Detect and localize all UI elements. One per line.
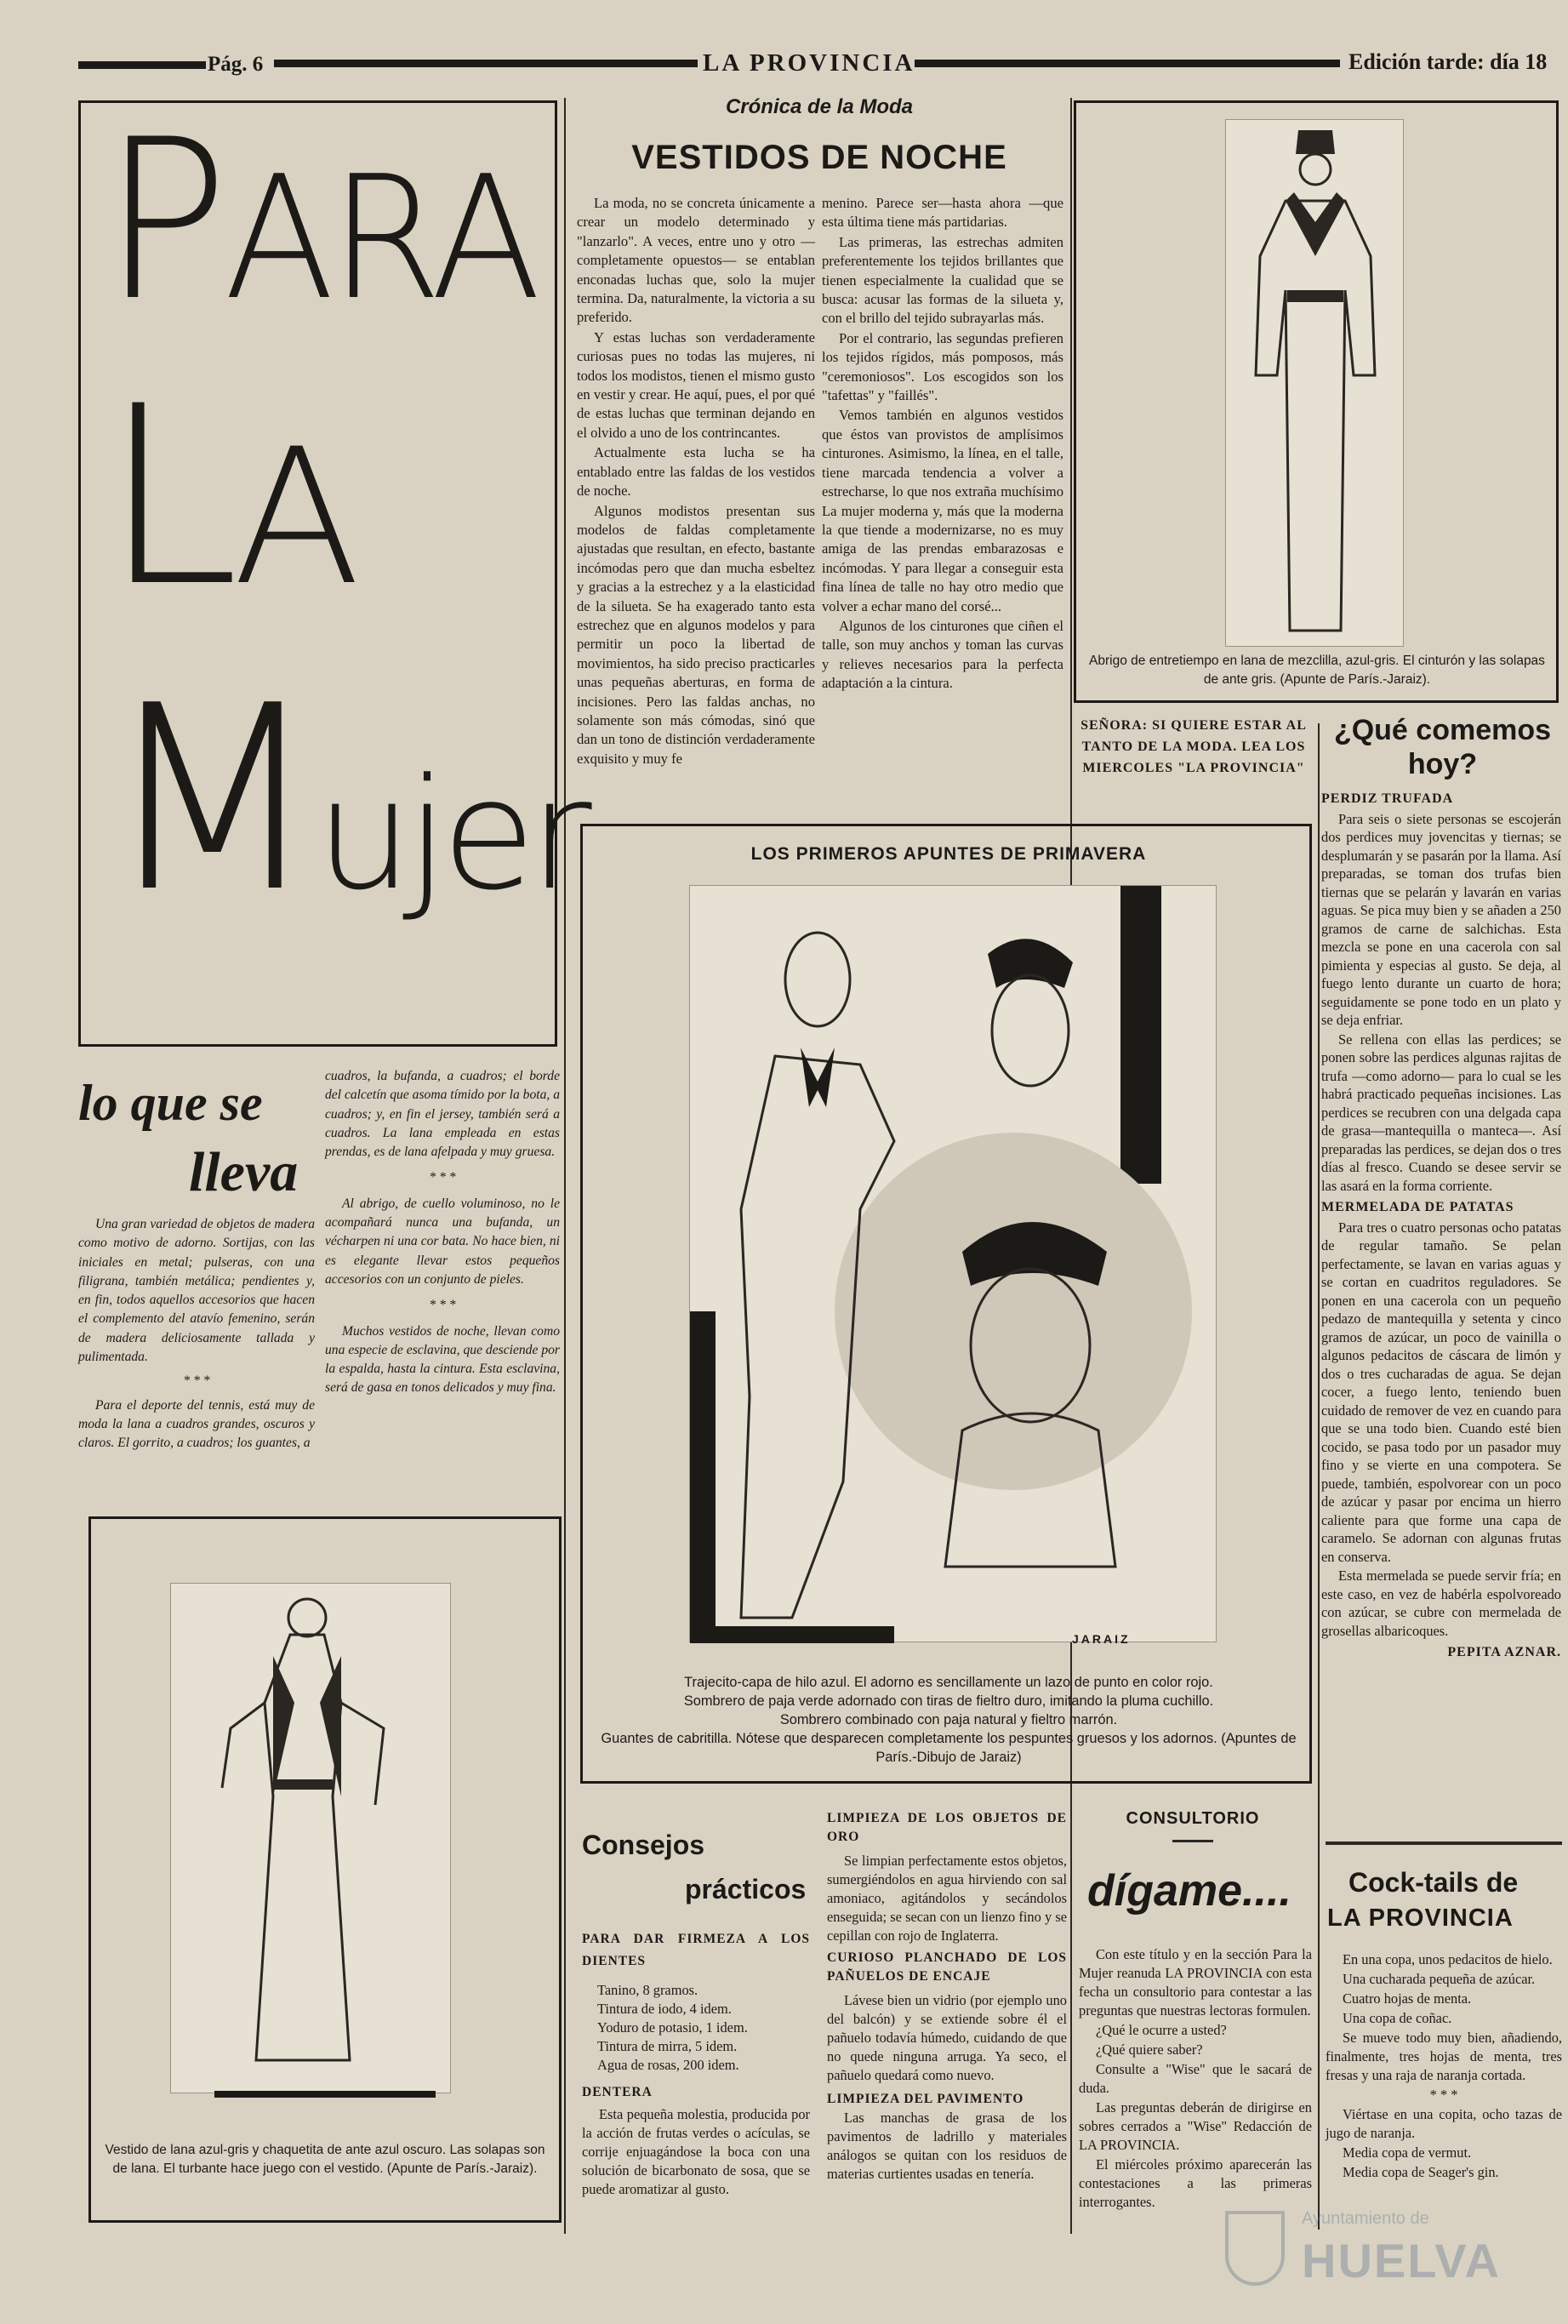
paragraph: Las preguntas deberán de dirigirse en sobres cerrados a "Wise" Redacción de LA PROVINCIA. bbox=[1079, 2099, 1312, 2153]
paragraph: Para seis o siete personas se escojerán dos perdices muy jovencitas y tiernas; se desplumarán y se pasarán por la llama. Así preparadas, se toman dos trufas bien tiernas que se pelarán y lavarán en varias aguas. Se pica muy bien y se añaden a 250 gramos de carne de salchichas. Esta mezcla se pone en una cacerola con sal pimienta y especias al gusto. Se deja, al fuego lento durante un cuarto de hora; seguidamente se pone todo en un plato y se deja enfriar. bbox=[1321, 810, 1561, 1028]
fashion-illustration-coat bbox=[1225, 119, 1404, 647]
paragraph: El miércoles próximo aparecerán las contestaciones a las primeras interrogantes. bbox=[1079, 2156, 1312, 2210]
cocktails-top-rule bbox=[1326, 1841, 1562, 1845]
paragraph: Con este título y en la sección Para la Mujer reanuda LA PROVINCIA con esta fecha un consultorio para contestar a las preguntas que nuestras lectoras formulen. bbox=[1079, 1946, 1312, 2019]
paragraph: Vemos también en algunos vestidos que éstos van provistos de amplísimos cinturones. Asimismo, la línea, en el talle, tiene marcada tendencia a volver a estrecharse, lo que nos extraña muchísimo La mujer moderna y, más que la moderna la que tiende a modernizarse, no es muy amiga de las prendas embarazosas e incómodas. Y para llegar a conseguir esta fina línea de talle no hay otro medio que volver a echar mano del corsé... bbox=[822, 407, 1063, 614]
separator: * * * bbox=[183, 1373, 210, 1389]
consejos-col2 bbox=[827, 1809, 1067, 2184]
consejos-title-1: Consejos bbox=[582, 1830, 705, 1860]
lo-que-se-lleva-title-2: lleva bbox=[189, 1141, 299, 1203]
paragraph: Media copa de Seager's gin. bbox=[1343, 2164, 1499, 2180]
header-rule-left bbox=[78, 61, 206, 69]
recipe-heading-mermelada: MERMELADA DE PATATAS bbox=[1321, 1200, 1514, 1214]
paragraph: ¿Qué quiere saber? bbox=[1096, 2041, 1203, 2058]
paragraph: Media copa de vermut. bbox=[1343, 2144, 1472, 2161]
list-item: Agua de rosas, 200 idem. bbox=[597, 2057, 739, 2073]
consejos-col1 bbox=[582, 1928, 810, 2200]
paragraph: Muchos vestidos de noche, llevan como una especie de esclavina, que desciende por la espalda, hasta la cintura. Esta esclavina, será de gasa en tonos delicados y muy fina. bbox=[325, 1323, 560, 1396]
recipe-signature: PEPITA AZNAR. bbox=[1447, 1645, 1561, 1659]
paragraph: menino. Parece ser—hasta ahora —que esta última tiene más partidarias. bbox=[822, 195, 1063, 231]
paragraph: cuadros, la bufanda, a cuadros; el borde del calcetín que asoma tímido por la bota, a cuadros; y, en fin el jersey, también será a cuadros. La lana empleada en estas prendas, es de lana afelpada y muy gruesa. bbox=[325, 1069, 560, 1160]
paragraph: Las primeras, las estrechas admiten preferentemente los tejidos brillantes que tienen especialmente la cualidad que se busca: acusar las formas de la silueta y, con el brillo del tejido subrayarlas más. bbox=[822, 233, 1063, 327]
paragraph: Y estas luchas son verdaderamente curiosas pues no todas las mujeres, ni todos los modistos, tienen el mismo gusto en vestir y crear. He aquí, pues, el por qué de estas luchas que terminan dejando en el olvido a uno de los contrincantes. bbox=[577, 328, 815, 441]
paragraph: En una copa, unos pedacitos de hielo. bbox=[1343, 1951, 1553, 1967]
watermark-line-2: HUELVA bbox=[1302, 2234, 1501, 2287]
paragraph: Viértase en una copita, ocho tazas de jugo de naranja. bbox=[1326, 2106, 1562, 2141]
primavera-illustration bbox=[689, 885, 1217, 1642]
separator: * * * bbox=[429, 1298, 456, 1313]
consejo-heading-pavimento: LIMPIEZA DEL PAVIMENTO bbox=[827, 2092, 1024, 2106]
edition: Edición tarde: día 18 bbox=[1348, 49, 1548, 74]
page-number: Pág. 6 bbox=[208, 53, 264, 76]
cocktails-title-2: LA PROVINCIA bbox=[1327, 1904, 1514, 1932]
que-comemos-body bbox=[1321, 790, 1561, 1662]
list-item: Tanino, 8 gramos. bbox=[597, 1982, 698, 1998]
caption-line: Sombrero combinado con paja natural y fieltro marrón. bbox=[779, 1712, 1118, 1727]
archive-watermark bbox=[1225, 2204, 1514, 2306]
figure-underline bbox=[214, 2091, 436, 2098]
consultorio-rule bbox=[1172, 1840, 1213, 1842]
cronica-kicker: Crónica de la Moda bbox=[725, 95, 914, 118]
paragraph: Por el contrario, las segundas prefieren los tejidos rígidos, más pomposos, más "ceremoniosos". Los escogidos son los "tafettas" y "faillés". bbox=[822, 329, 1063, 404]
list-item: Yoduro de potasio, 1 idem. bbox=[597, 2019, 748, 2036]
caption-top-right: Abrigo de entretiempo en lana de mezclilla, azul-gris. El cinturón y las solapas de ante gris. (Apunte de París.-Jaraiz). bbox=[1089, 654, 1545, 687]
primavera-signature: JARAIZ bbox=[1072, 1632, 1131, 1646]
paragraph: Lávese bien un vidrio (por ejemplo uno del balcón) y se extiende sobre él el pañuelo todavía húmedo, cuidando de que no quede ninguna arruga. Ya seco, el pañuelo quedará como nuevo. bbox=[827, 1992, 1067, 2083]
caption-line: Guantes de cabritilla. Nótese que desparecen completamente los pespuntes gruesos y los adornos. (Apuntes de París.-Dibujo de Jaraiz) bbox=[601, 1731, 1297, 1765]
banner-title: PARA LA Mujer bbox=[102, 93, 585, 948]
paragraph: Se rellena con ellas las perdices; se ponen sobre las perdices algunas rajitas de trufa —como adorno— para lo cual se les habrá practicado pequeñas incisiones. Las perdices se recubren con una delgada capa de grasa—mantequilla o manteca—. Así preparadas las perdices, se dejan dos o tres días al fresco. Cuando se desee servir se las asará en la forma corriente. bbox=[1321, 1031, 1561, 1194]
column-rule-3 bbox=[1318, 723, 1320, 2230]
paragraph: Para tres o cuatro personas ocho patatas de regular tamaño. Se pelan perfectamente, se lavan en varias aguas y se cortan en cuadritos reguladores. Se ponen en una cacerola con un pequeño pedazo de mantequilla y setenta y cinco gramos de azúcar, un poco de vainilla o algunos pedacitos de cáscara de limón y dos o tres cucharadas de agua. Se dejan cocer, a fuego lento, teniendo buen cuidado de remover de vez en cuando para que se una todo bien. Cuando esté bien cocido, se pasa todo por un pasador muy fino y se vierte en una compotera. Se puede, también, espolvorear con un poco de azúcar y pasar por encima un hierro caliente para que forme una capa de caramelo. Se adornan con algunas frutas en conserva. bbox=[1321, 1219, 1561, 1565]
shield-icon bbox=[1225, 2211, 1285, 2286]
watermark-line-1: Ayuntamiento de bbox=[1302, 2209, 1429, 2228]
lo-que-se-lleva-col2 bbox=[325, 1067, 560, 1399]
paragraph: Una gran variedad de objetos de madera como motivo de adorno. Sortijas, con las iniciales en metal; pulseras, con una filigrana, también metálica; pendientes y, en fin, todos aquellos accesorios que hacen el complemento del atavío femenino, serán de madera deliciosamente tallada y pulimentada. bbox=[78, 1217, 315, 1365]
separator: * * * bbox=[1429, 2087, 1458, 2103]
paragraph: Las manchas de grasa de los pavimentos de ladrillo y materiales análogos se quitan con los residuos de materias curtientes usadas en tenería. bbox=[827, 2110, 1067, 2182]
paragraph: Una copa de coñac. bbox=[1343, 2010, 1452, 2026]
recipe-heading-perdiz: PERDIZ TRUFADA bbox=[1321, 791, 1454, 806]
header-rule-mid-right bbox=[915, 60, 1340, 67]
paragraph: Algunos de los cinturones que ciñen el talle, son muy anchos y toman las curvas y relieves necesarios para la perfecta adaptación a la cintura. bbox=[822, 617, 1063, 692]
paragraph: Esta mermelada se puede servir fría; en este caso, en vez de habérla espolvoreado con azúcar, se cubre con mermelada de grosellas albaricoques. bbox=[1321, 1567, 1561, 1639]
consejo-heading-dientes: PARA DAR FIRMEZA A LOS DIENTES bbox=[582, 1932, 810, 1968]
fashion-illustration-dress-jacket bbox=[170, 1583, 451, 2093]
caption-bottom-left: Vestido de lana azul-gris y chaquetita de ante azul oscuro. Las solapas son de lana. El turbante hace juego con el vestido. (Apunte de París.-Jaraiz). bbox=[105, 2143, 545, 2176]
paragraph: La moda, no se concreta únicamente a crear un modelo determinado y "lanzarlo". A veces, entre uno y otro —completamente opuestos— se entablan enconadas luchas que, solo la mujer termina. Da, naturalmente, la victoria a su preferido. bbox=[577, 195, 815, 326]
list-item: Tintura de iodo, 4 idem. bbox=[597, 2001, 732, 2017]
consejo-heading-planchado: CURIOSO PLANCHADO DE LOS PAÑUELOS DE ENCAJE bbox=[827, 1950, 1067, 1984]
column-rule-1 bbox=[564, 98, 566, 2234]
paragraph: Una cucharada pequeña de azúcar. bbox=[1343, 1971, 1536, 1987]
senora-notice: SEÑORA: SI QUIERE ESTAR AL TANTO DE LA MODA. LEA LOS MIERCOLES "LA PROVINCIA" bbox=[1080, 718, 1307, 775]
primavera-title: LOS PRIMEROS APUNTES DE PRIMAVERA bbox=[750, 844, 1147, 864]
paragraph: Para el deporte del tennis, está muy de moda la lana a cuadros grandes, oscuros y claros. El gorrito, a cuadros; los guantes, a bbox=[78, 1397, 315, 1451]
paragraph: Algunos modistos presentan sus modelos de faldas completamente ajustadas que resultan, en efecto, bastante incómodas pero que dan mucha esbeltez y gracias a la estrechez y a la elasticidad de la silueta. Se ha exagerado tanto esta estrechez que en algunos modelos y para permitir un poco la libertad de movimientos, ha sido preciso practicarles unas pequeñas aberturas, en forma de incisiones. Pero las faldas anchas, no solamente son más cómodas, sinó que dan un tono de distinción verdaderamente exquisito y muy fe bbox=[577, 502, 815, 767]
paragraph: Esta pequeña molestia, producida por la acción de frutas verdes o acículas, se corrije enjuagándose la boca con una solución de bicarbonato de sosa, que se puede aromatizar al gusto. bbox=[582, 2106, 810, 2197]
primavera-caption bbox=[596, 1673, 1302, 1767]
list-item: Tintura de mirra, 5 idem. bbox=[597, 2038, 738, 2054]
cronica-col1 bbox=[577, 194, 815, 769]
paragraph: Actualmente esta lucha se ha entablado entre las faldas de los vestidos de noche. bbox=[577, 444, 815, 500]
cocktails-body bbox=[1326, 1950, 1562, 2183]
paragraph: Consulte a "Wise" que le sacará de duda. bbox=[1079, 2061, 1312, 2096]
cronica-col2 bbox=[822, 194, 1063, 694]
caption-line: Sombrero de paja verde adornado con tiras de fieltro duro, imitando la pluma cuchillo. bbox=[683, 1693, 1214, 1709]
consejo-heading-dentera: DENTERA bbox=[582, 2085, 653, 2099]
consultorio-body bbox=[1079, 1945, 1312, 2213]
que-comemos-title: ¿Qué comemos hoy? bbox=[1333, 714, 1552, 780]
consejos-title-2: prácticos bbox=[685, 1874, 807, 1904]
lo-que-se-lleva-col1 bbox=[78, 1215, 315, 1454]
paragraph: ¿Qué le ocurre a usted? bbox=[1096, 2022, 1227, 2038]
header-rule-mid-left bbox=[274, 60, 698, 67]
consultorio-title: dígame.... bbox=[1087, 1866, 1291, 1916]
consultorio-head: CONSULTORIO bbox=[1126, 1809, 1260, 1828]
ingredient-list bbox=[597, 1981, 810, 2075]
paragraph: Al abrigo, de cuello voluminoso, no le acompañará nunca una bufanda, un vécharpen ni una cor bata. No hace bien, ni es elegante llevar estos pequeños accesorios con un conjunto de pieles. bbox=[325, 1196, 560, 1287]
paragraph: Se limpian perfectamente estos objetos, sumergiéndolos en agua hirviendo con sal amoniaco, agitándolos y secándolos enseguida; se secan con un lienzo fino y se cepillan con rojo de Inglaterra. bbox=[827, 1853, 1067, 1944]
newspaper-title: LA PROVINCIA bbox=[703, 49, 915, 77]
cocktails-title-1: Cock-tails de bbox=[1348, 1867, 1519, 1898]
cronica-headline: VESTIDOS DE NOCHE bbox=[631, 139, 1007, 176]
consejo-heading-oro: LIMPIEZA DE LOS OBJETOS DE ORO bbox=[827, 1811, 1067, 1844]
paragraph: Se mueve todo muy bien, añadiendo, finalmente, tres hojas de menta, tres fresas y una raja de naranja cortada. bbox=[1326, 2030, 1562, 2083]
lo-que-se-lleva-title-1: lo que se bbox=[78, 1075, 263, 1131]
caption-line: Trajecito-capa de hilo azul. El adorno es sencillamente un lazo de punto en color rojo. bbox=[684, 1675, 1213, 1690]
separator: * * * bbox=[429, 1170, 456, 1185]
paragraph: Cuatro hojas de menta. bbox=[1343, 1990, 1472, 2007]
